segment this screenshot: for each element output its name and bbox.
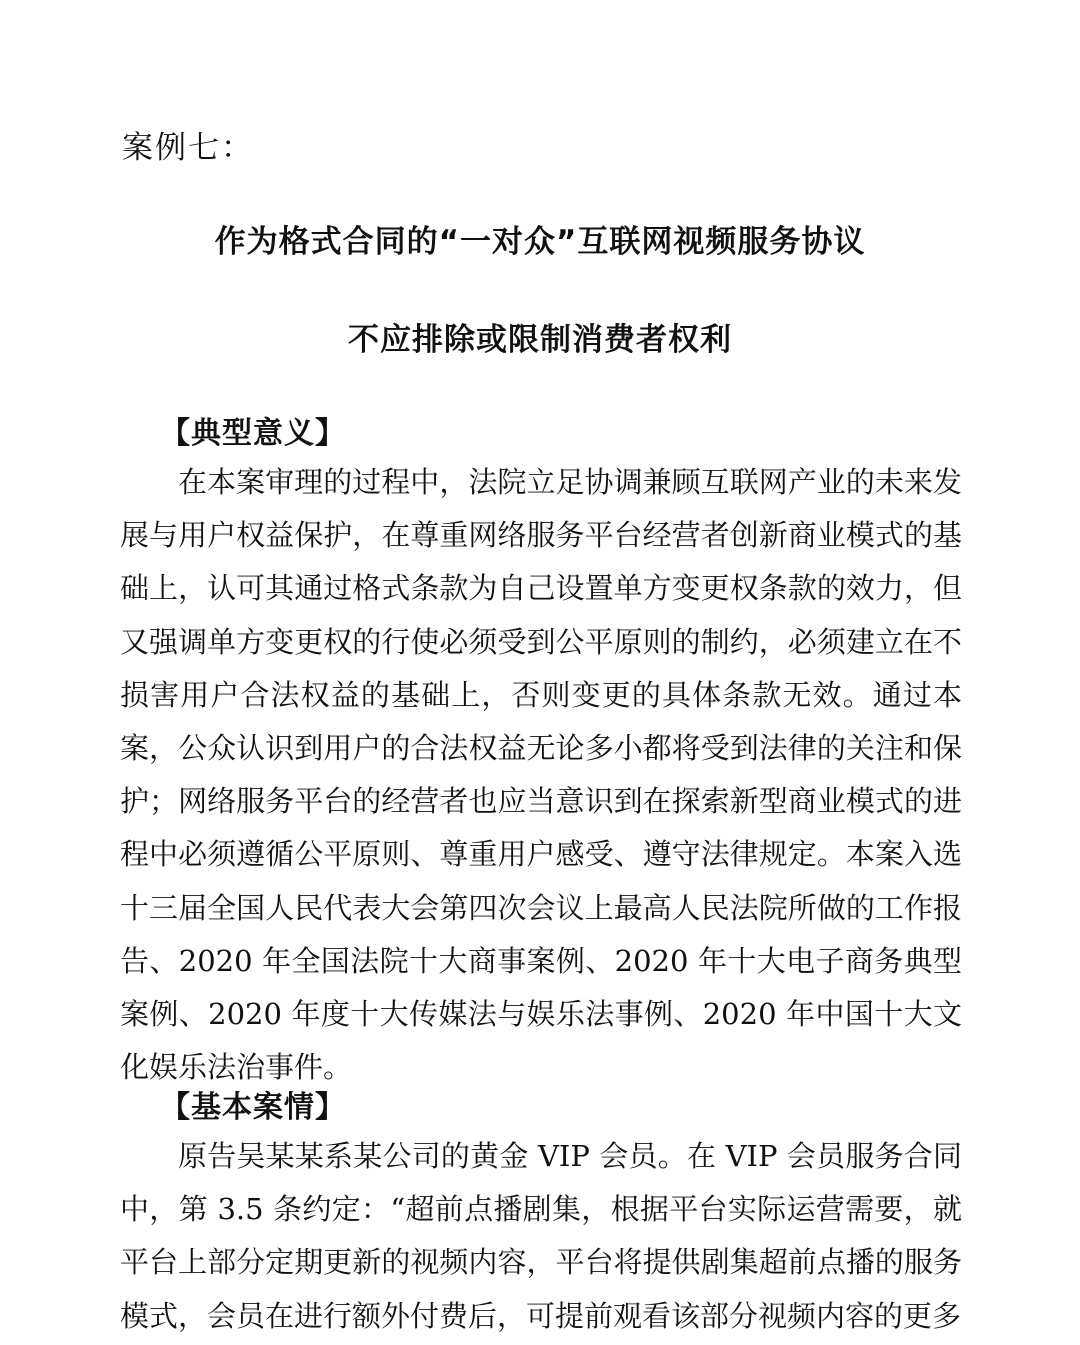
section-heading-typical-significance: 【典型意义】 <box>160 416 346 451</box>
case-label: 案例七： <box>122 130 254 166</box>
section-paragraph-basic-facts: 原告吴某某系某公司的黄金 VIP 会员。在 VIP 会员服务合同中，第 3.5 条约定：“超前点播剧集，根据平台实际运营需要，就平台上部分定期更新的视频内容，平台将提供剧集超前点播的服务模式，会员在进行额外付费后，可提前观看该部分视频内容的更多 <box>120 1139 962 1333</box>
section-paragraph-typical-significance: 在本案审理的过程中，法院立足协调兼顾互联网产业的未来发展与用户权益保护，在尊重网络服务平台经营者创新商业模式的基础上，认可其通过格式条款为自己设置单方变更权条款的效力，但又强调单方变更权的行使必须受到公平原则的制约，必须建立在不损害用户合法权益的基础上，否则变更的具体条款无效。通过本案，公众认识到用户的合法权益无论多小都将受到法律的关注和保护；网络服务平台的经营者也应当意识到在探索新型商业模式的进程中必须遵循公平原则、尊重用户感受、遵守法律规定。本案入选十三届全国人民代表大会第四次会议上最高人民法院所做的工作报告、2020 年全国法院十大商事案例、2020 年十大电子商务典型案例、2020 年度十大传媒法与娱乐法事例、2020 年中国十大文化娱乐法治事件。 <box>120 465 962 1085</box>
document-title-line-2: 不应排除或限制消费者权利 <box>348 322 732 358</box>
section-heading-basic-facts: 【基本案情】 <box>160 1090 346 1125</box>
document-title-line-1: 作为格式合同的“一对众”互联网视频服务协议 <box>214 224 866 260</box>
